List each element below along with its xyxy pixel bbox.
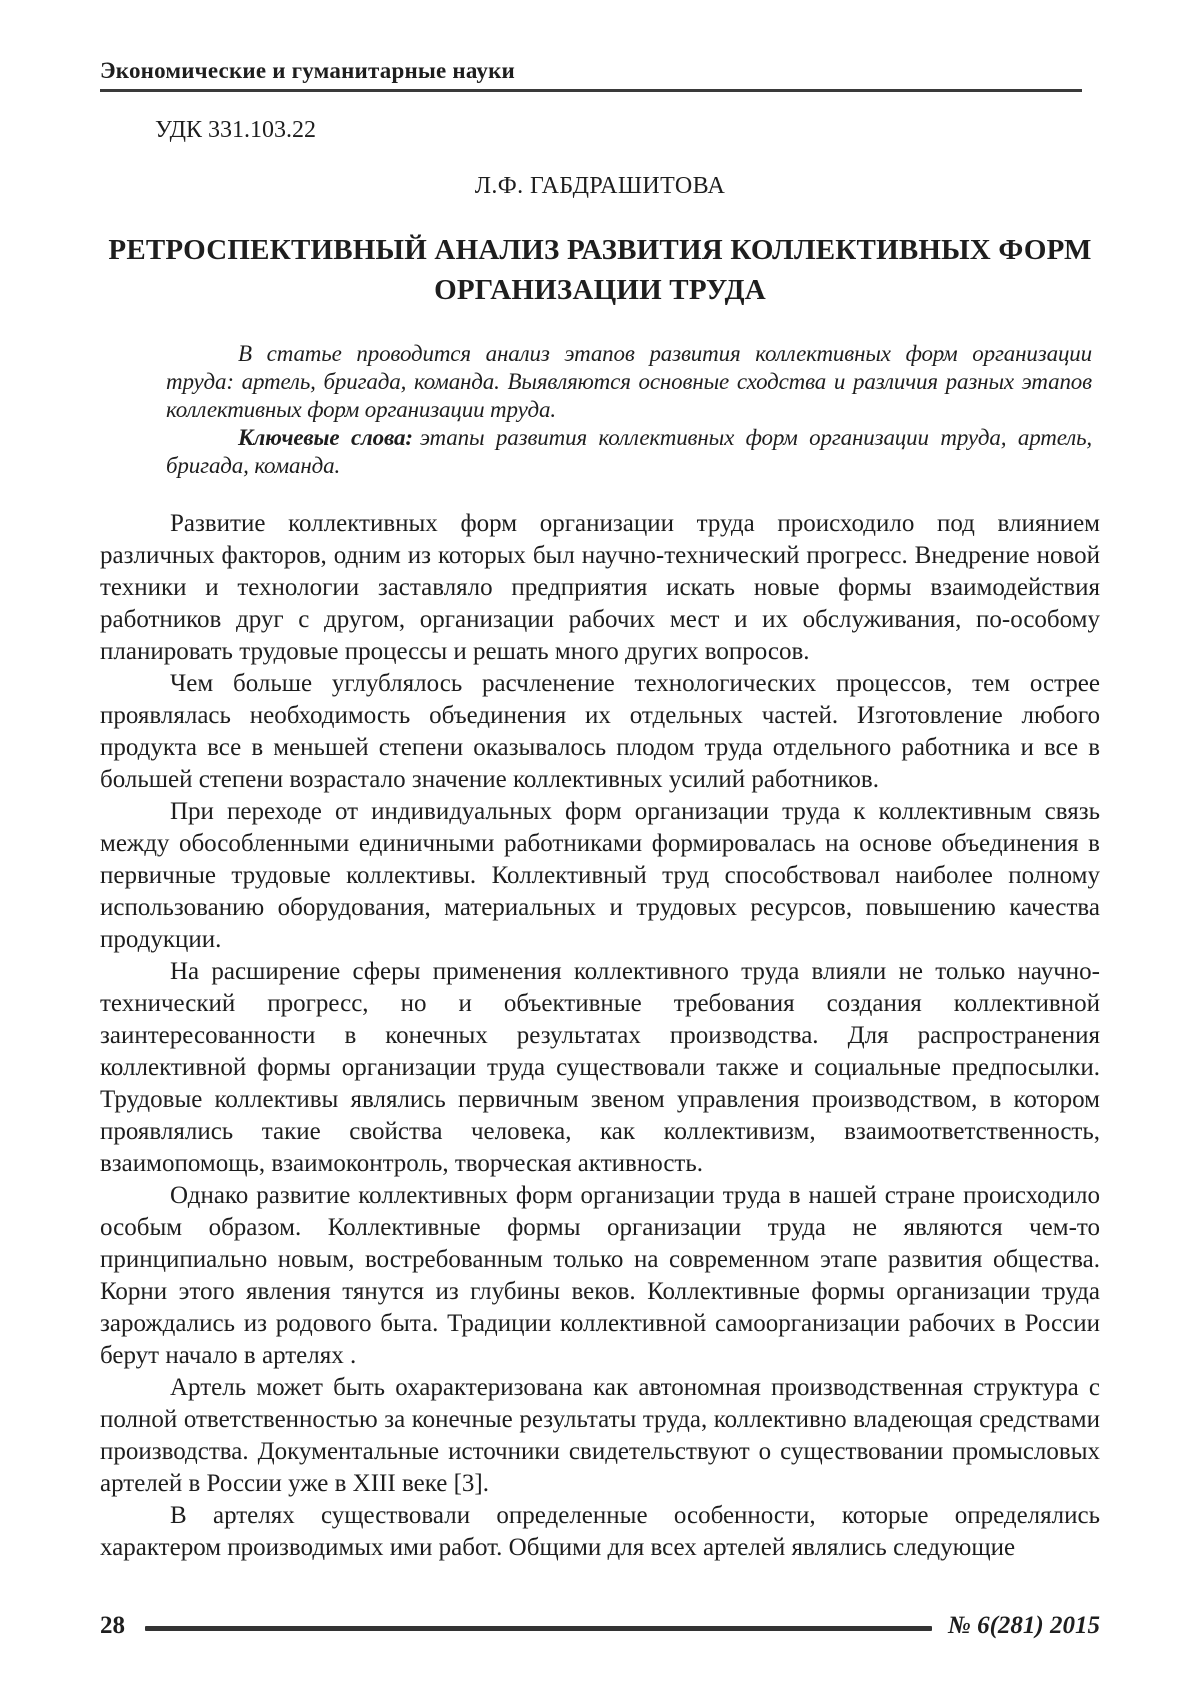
- author-name: Л.Ф. ГАБДРАШИТОВА: [474, 173, 726, 199]
- article-title: [100, 230, 1100, 310]
- body-paragraph: Артель может быть охарактеризована как автономная производственная структура с полной ответственностью за конечные результаты труда, коллективно владеющая средствами производства. Документальные источники свидетельствуют о существовании промысловых артелей в России уже в XIII веке [3].: [100, 1374, 1100, 1497]
- keywords-text: этапы развития коллективных форм организации труда, артель, бригада, команда.: [166, 425, 1092, 478]
- body-paragraph: На расширение сферы применения коллективного труда влияли не только научно-технический прогресс, но и объективные требования создания коллективной заинтересованности в конечных результатах производства. Для распространения коллективной формы организации труда существовали также и социальные предпосылки. Трудовые коллективы являлись первичным звеном управления производством, в котором проявлялись такие свойства человека, как коллективизм, взаимоответственность, взаимопомощь, взаимоконтроль, творческая активность.: [100, 958, 1100, 1177]
- body-paragraph: Чем больше углублялось расчленение технологических процессов, тем острее проявлялась необходимость объединения их отдельных частей. Изготовление любого продукта все в меньшей степени оказывалось плодом труда отдельного работника и все в большей степени возрастало значение коллективных усилий работников.: [100, 670, 1100, 793]
- article-title-line-2: ОРГАНИЗАЦИИ ТРУДА: [434, 274, 766, 306]
- keywords-line: [166, 424, 1092, 480]
- body-paragraph: В артелях существовали определенные особенности, которые определялись характером производимых ими работ. Общими для всех артелей являлись следующие: [100, 1502, 1100, 1561]
- header-rule: [100, 89, 1082, 92]
- abstract-block: [166, 340, 1092, 480]
- footer-rule: [145, 1626, 932, 1631]
- journal-section-title: Экономические и гуманитарные науки: [100, 58, 515, 83]
- page-footer: [100, 1612, 1100, 1640]
- issue-label: № 6(281) 2015: [947, 1612, 1100, 1639]
- body-paragraph: При переходе от индивидуальных форм организации труда к коллективным связь между обособленными единичными работниками формировалась на основе объединения в первичные трудовые коллективы. Коллективный труд способствовал наиболее полному использованию оборудования, материальных и трудовых ресурсов, повышению качества продукции.: [100, 798, 1100, 953]
- page-number: 28: [100, 1612, 125, 1639]
- keywords-label: Ключевые слова:: [238, 425, 413, 450]
- body-paragraph: Развитие коллективных форм организации труда происходило под влиянием различных факторов, одним из которых был научно-технический прогресс. Внедрение новой техники и технологии заставляло предприятия искать новые формы взаимодействия работников друг с другом, организации рабочих мест и их обслуживания, по-особому планировать трудовые процессы и решать много других вопросов.: [100, 510, 1100, 665]
- abstract-text: В статье проводится анализ этапов развития коллективных форм организации труда: артель, бригада, команда. Выявляются основные сходства и различия разных этапов коллективных форм организации труда.: [166, 341, 1092, 422]
- article-body: [100, 508, 1100, 1564]
- body-paragraph: Однако развитие коллективных форм организации труда в нашей стране происходило особым образом. Коллективные формы организации труда не являются чем-то принципиально новым, востребованным только на современном этапе развития общества. Корни этого явления тянутся из глубины веков. Коллективные формы организации труда зарождались из родового быта. Традиции коллективной самоорганизации рабочих в России берут начало в артелях .: [100, 1182, 1100, 1369]
- page-header: [100, 58, 1100, 92]
- article-title-line-1: РЕТРОСПЕКТИВНЫЙ АНАЛИЗ РАЗВИТИЯ КОЛЛЕКТИВНЫХ ФОРМ: [108, 234, 1092, 266]
- udc-number: УДК 331.103.22: [155, 117, 316, 143]
